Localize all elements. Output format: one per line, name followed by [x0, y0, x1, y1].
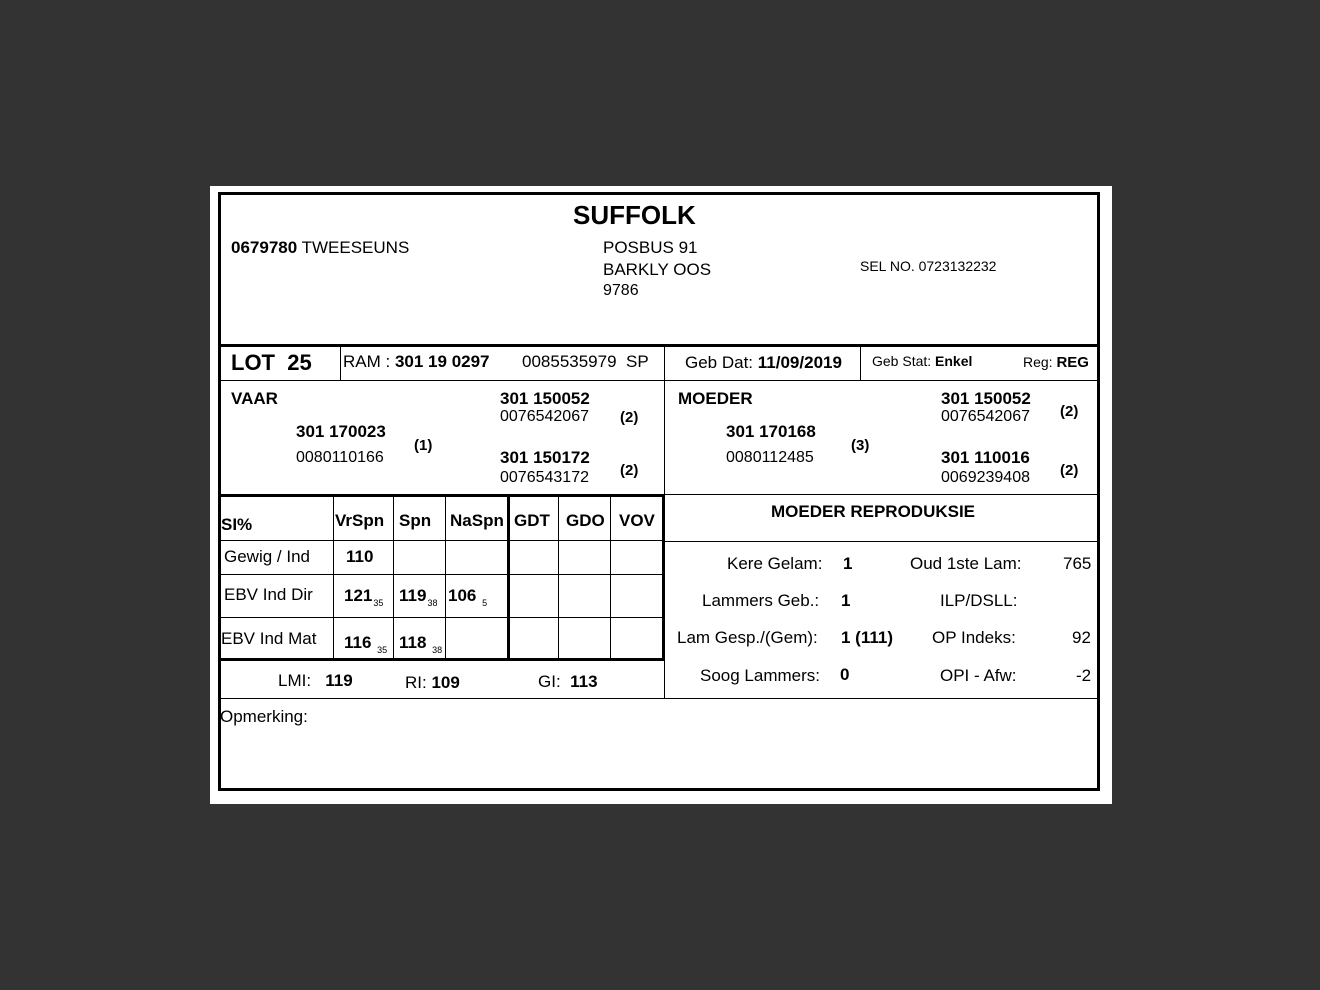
dam-id: 301 170168 [726, 422, 816, 441]
sire-dam-id: 301 150172 [500, 448, 590, 467]
address-line-3: 9786 [603, 282, 639, 299]
table-divider [220, 540, 663, 541]
gi-label: GI: [538, 672, 561, 691]
lot-number: 25 [287, 350, 312, 375]
divider [665, 541, 1100, 542]
ram-label: RAM : [343, 352, 391, 371]
repro-title: MOEDER REPRODUKSIE [771, 502, 976, 521]
table-divider [445, 496, 446, 659]
cell-vrspn [344, 633, 387, 655]
dam-code: 0080112485 [726, 449, 814, 466]
reg-value: REG [1056, 354, 1089, 371]
table-border [507, 494, 510, 661]
birth-status-label: Geb Stat: [872, 353, 932, 369]
repro-label: OPI - Afw: [940, 666, 1017, 685]
sire-code: 0080110166 [296, 449, 384, 466]
table-divider [220, 574, 663, 575]
owner-line [231, 238, 409, 258]
header-vrspn: VrSpn [335, 511, 385, 530]
cell-accuracy: 35 [373, 598, 384, 608]
table-divider [220, 617, 663, 618]
header-si: SI% [221, 515, 253, 534]
birth-status-value: Enkel [935, 353, 973, 369]
lmi-value: 119 [325, 671, 353, 690]
divider [340, 346, 341, 380]
divider [220, 344, 1100, 347]
sire-label: VAAR [231, 389, 278, 408]
cell-accuracy: 5 [482, 598, 488, 608]
phone-number: SEL NO. 0723132232 [860, 258, 997, 274]
owner-name: TWEESEUNS [301, 238, 410, 257]
card-border [218, 192, 1100, 791]
divider [664, 346, 665, 380]
ram-id: 301 19 0297 [394, 352, 490, 371]
header-spn: Spn [399, 511, 432, 530]
ri-index [405, 673, 460, 693]
repro-value: 765 [1063, 554, 1092, 573]
cell-value: 119 [399, 586, 427, 605]
divider [664, 495, 665, 698]
table-divider [333, 496, 334, 659]
repro-value: -2 [1076, 666, 1092, 685]
divider [220, 698, 1100, 699]
address-line-1: POSBUS 91 [603, 238, 698, 257]
gi-index [538, 672, 598, 692]
sire-sire-code: 0076542067 [500, 408, 589, 425]
cell-value: 118 [399, 633, 427, 652]
ri-value: 109 [431, 673, 460, 692]
cell-accuracy: 35 [377, 645, 388, 655]
table-divider [558, 496, 559, 659]
dam-sire-mark: (2) [1060, 403, 1079, 420]
cell-accuracy: 38 [432, 645, 443, 655]
cell-spn [399, 633, 442, 655]
table-border [218, 494, 665, 497]
sire-mark: (1) [414, 437, 433, 454]
reg-label: Reg: [1023, 354, 1053, 370]
repro-value: 92 [1072, 628, 1091, 647]
dam-dam-id: 301 110016 [941, 448, 1030, 467]
repro-label: ILP/DSLL: [940, 591, 1018, 610]
repro-value: 1 (111) [841, 628, 893, 647]
header-gdt: GDT [514, 511, 550, 530]
repro-value: 1 [841, 591, 851, 610]
row-label: EBV Ind Dir [224, 585, 313, 604]
dam-sire-id: 301 150052 [941, 389, 1031, 408]
ri-label: RI: [405, 673, 427, 692]
repro-label: Lam Gesp./(Gem): [677, 628, 818, 647]
birth-date [685, 353, 842, 373]
gi-value: 113 [570, 672, 598, 691]
repro-label: Soog Lammers: [700, 666, 820, 685]
repro-value: 1 [843, 554, 853, 573]
header-gdo: GDO [566, 511, 605, 530]
sire-sire-mark: (2) [620, 409, 639, 426]
breed-title: SUFFOLK [573, 200, 696, 230]
cell-naspn [448, 586, 487, 608]
repro-label: Kere Gelam: [727, 554, 823, 573]
cell-vrspn [346, 547, 373, 567]
ram-info [343, 352, 490, 372]
ram-type: SP [626, 352, 649, 371]
dam-dam-mark: (2) [1060, 462, 1079, 479]
lot-label [231, 350, 312, 376]
cell-accuracy: 38 [427, 598, 438, 608]
row-label: EBV Ind Mat [221, 629, 317, 648]
cell-value: 110 [346, 547, 374, 566]
table-divider [393, 496, 394, 659]
lmi-label: LMI: [278, 671, 312, 690]
repro-value: 0 [840, 665, 850, 684]
birth-date-label: Geb Dat: [685, 353, 754, 372]
birth-status [872, 353, 972, 369]
divider [220, 380, 1100, 381]
dam-sire-code: 0076542067 [941, 408, 1030, 425]
sire-id: 301 170023 [296, 422, 386, 441]
lot-word: LOT [231, 350, 275, 375]
divider [860, 346, 861, 380]
dam-mark: (3) [851, 437, 870, 454]
header-vov: VOV [619, 511, 655, 530]
ram-code-value: 0085535979 [522, 352, 617, 371]
sire-dam-code: 0076543172 [500, 469, 589, 486]
row-label: Gewig / Ind [224, 547, 310, 566]
cell-value: 121 [344, 586, 373, 605]
cell-value: 116 [344, 633, 372, 652]
repro-label: Lammers Geb.: [702, 591, 820, 610]
lmi-index [278, 671, 353, 691]
repro-label: Oud 1ste Lam: [910, 554, 1022, 573]
divider [664, 381, 665, 495]
remark-label: Opmerking: [220, 707, 308, 726]
dam-dam-code: 0069239408 [941, 469, 1030, 486]
cell-value: 106 [448, 586, 477, 605]
sire-sire-id: 301 150052 [500, 389, 590, 408]
cell-spn [399, 586, 437, 608]
sire-dam-mark: (2) [620, 462, 639, 479]
table-divider [610, 496, 611, 659]
birth-date-value: 11/09/2019 [757, 353, 842, 372]
ram-code [522, 352, 649, 372]
table-border [218, 658, 665, 661]
repro-label: OP Indeks: [932, 628, 1016, 647]
header-naspn: NaSpn [450, 511, 504, 530]
cell-vrspn [344, 586, 383, 608]
address-line-2: BARKLY OOS [603, 260, 712, 279]
owner-number: 0679780 [231, 238, 298, 257]
dam-label: MOEDER [678, 389, 753, 408]
registration [1023, 354, 1089, 371]
